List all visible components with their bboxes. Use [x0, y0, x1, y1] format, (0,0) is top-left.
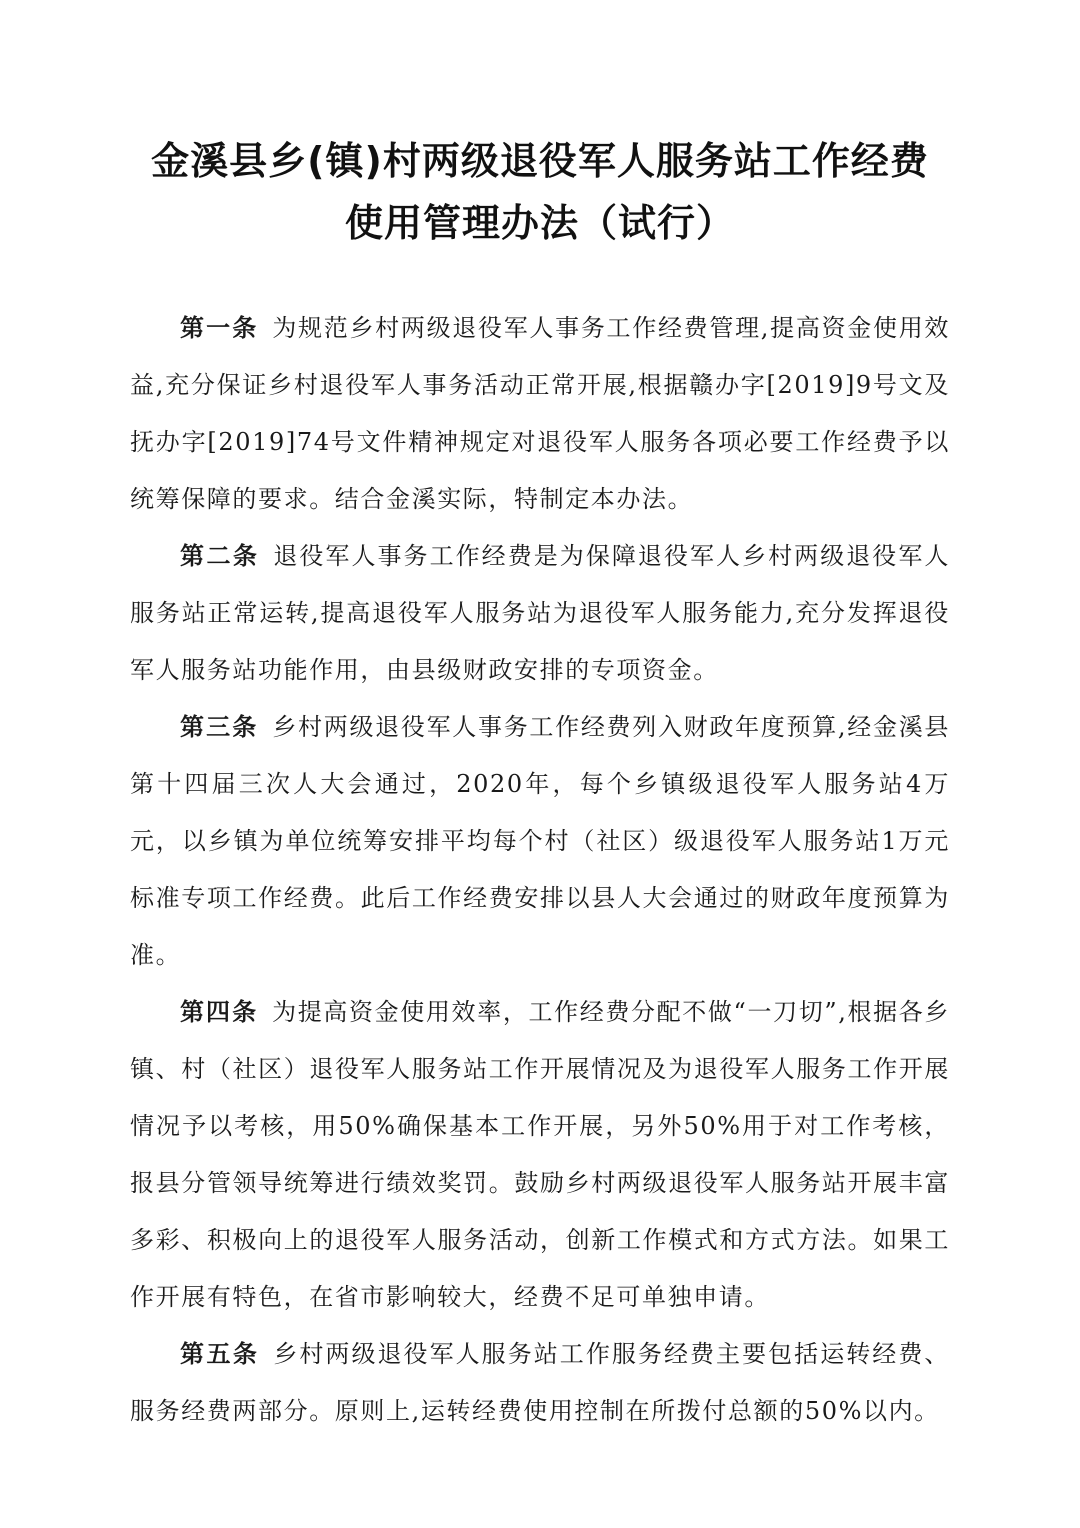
document-title-line-1: 金溪县乡(镇)村两级退役军人服务站工作经费: [151, 139, 929, 183]
article-4: [130, 984, 950, 1326]
article-3: [130, 699, 950, 984]
article-5-label: 第五条: [180, 1340, 260, 1368]
article-3-text: 乡村两级退役军人事务工作经费列入财政年度预算,经金溪县第十四届三次人大会通过，2020年，每个乡镇级退役军人服务站4万元，以乡镇为单位统筹安排平均每个村（社区）级退役军人服务站1万元标准专项工作经费。此后工作经费安排以县人大会通过的财政年度预算为准。: [130, 713, 950, 969]
article-2-label: 第二条: [180, 542, 260, 570]
article-1-label: 第一条: [180, 314, 259, 342]
article-1-text: 为规范乡村两级退役军人事务工作经费管理,提高资金使用效益,充分保证乡村退役军人事务活动正常开展,根据赣办字[2019]9号文及抚办字[2019]74号文件精神规定对退役军人服务各项必要工作经费予以统筹保障的要求。结合金溪实际，特制定本办法。: [130, 314, 950, 513]
article-1: [130, 300, 950, 528]
article-4-label: 第四条: [180, 998, 259, 1026]
article-2: [130, 528, 950, 699]
article-3-label: 第三条: [180, 713, 259, 741]
article-5-text: 乡村两级退役军人服务站工作服务经费主要包括运转经费、服务经费两部分。原则上,运转经费使用控制在所拨付总额的50%以内。: [130, 1340, 950, 1425]
document-body: [130, 300, 950, 1440]
document-title-line-2: 使用管理办法（试行）: [344, 201, 735, 245]
article-4-text: 为提高资金使用效率，工作经费分配不做“一刀切”,根据各乡镇、村（社区）退役军人服务站工作开展情况及为退役军人服务工作开展情况予以考核，用50%确保基本工作开展，另外50%用于对工作考核，报县分管领导统筹进行绩效奖罚。鼓励乡村两级退役军人服务站开展丰富多彩、积极向上的退役军人服务活动，创新工作模式和方式方法。如果工作开展有特色，在省市影响较大，经费不足可单独申请。: [130, 998, 950, 1311]
article-5: [130, 1326, 950, 1440]
article-2-text: 退役军人事务工作经费是为保障退役军人乡村两级退役军人服务站正常运转,提高退役军人服务站为退役军人服务能力,充分发挥退役军人服务站功能作用，由县级财政安排的专项资金。: [130, 542, 950, 684]
